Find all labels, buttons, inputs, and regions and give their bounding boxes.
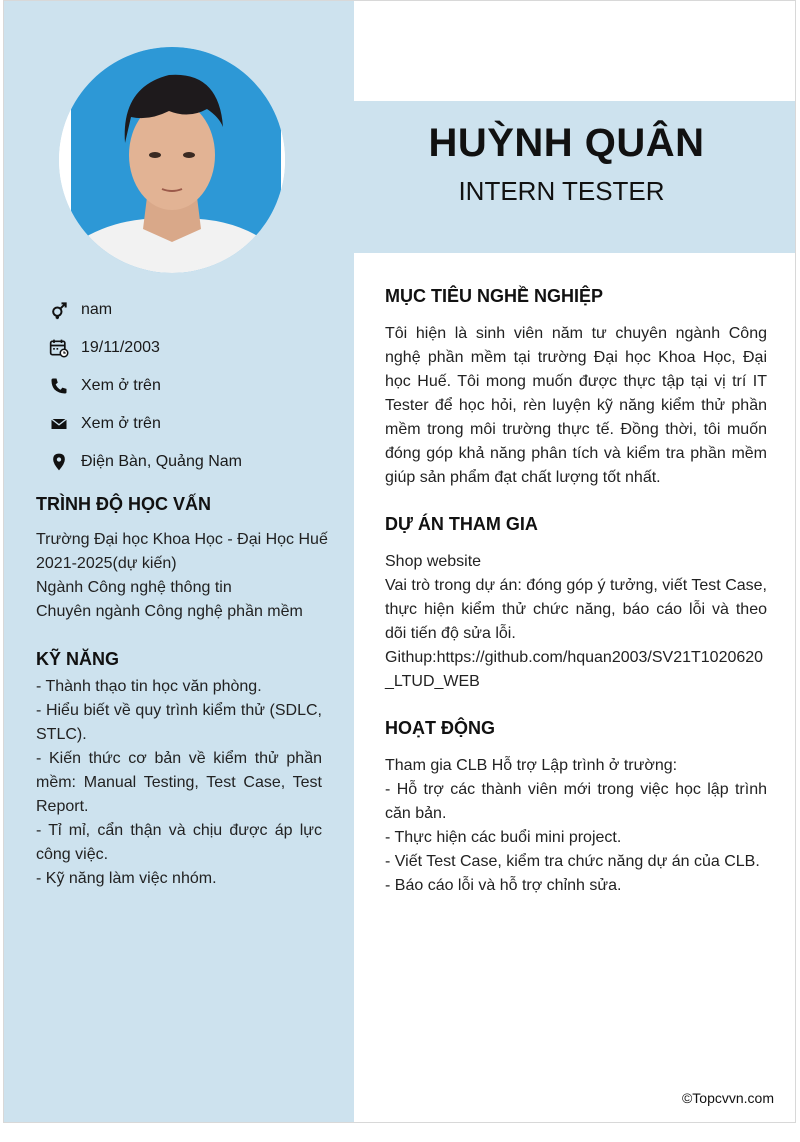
contact-email	[48, 405, 338, 443]
education-line: Ngành Công nghệ thông tin	[36, 579, 232, 596]
contact-phone	[48, 367, 338, 405]
projects-title: DỰ ÁN THAM GIA	[385, 514, 538, 534]
project-github-link[interactable]: Githup:https://github.com/hquan2003/SV21T1020620_LTUD_WEB	[385, 649, 764, 690]
email-value: Xem ở trên	[81, 415, 161, 432]
project-name: Shop website	[385, 553, 482, 570]
phone-icon	[48, 375, 70, 397]
contact-birthday	[48, 329, 338, 367]
address-value: Điện Bàn, Quảng Nam	[81, 453, 242, 470]
cv-page	[3, 0, 796, 1123]
footer-copyright[interactable]: ©Topcvvn.com	[681, 1090, 774, 1106]
education-line: Trường Đại học Khoa Học - Đại Học Huế	[36, 531, 328, 548]
avatar	[59, 47, 285, 273]
education-section	[36, 494, 328, 624]
activity-item: - Hỗ trợ các thành viên mới trong việc học lập trình căn bản.	[385, 781, 767, 822]
envelope-icon	[48, 413, 70, 435]
skills-title: KỸ NĂNG	[36, 649, 120, 669]
skill-item: - Kỹ năng làm việc nhóm.	[36, 870, 217, 887]
location-pin-icon	[48, 451, 70, 473]
objective-text: Tôi hiện là sinh viên năm tư chuyên ngành Công nghệ phần mềm tại trường Đại học Khoa Học, Đại học Huế. Tôi mong muốn được thực tập tại vị trí IT Tester để học hỏi, rèn luyện kỹ năng kiểm thử phần mềm trong môi trường thực tế. Đồng thời, tôi muốn đóng góp khả năng phân tích và kiểm tra phần mềm giúp sản phẩm đạt chất lượng tốt nhất.	[385, 325, 767, 486]
education-line: 2021-2025(dự kiến)	[36, 555, 177, 572]
skill-item: - Thành thạo tin học văn phòng.	[36, 678, 262, 695]
project-role: Vai trò trong dự án: đóng góp ý tưởng, viết Test Case, thực hiện kiểm thử chức năng, báo cáo lỗi và theo dõi tiến độ sửa lỗi.	[385, 577, 767, 642]
skills-section	[36, 649, 322, 891]
activity-item: - Báo cáo lỗi và hỗ trợ chỉnh sửa.	[385, 877, 622, 894]
contact-address	[48, 443, 338, 481]
gender-value: nam	[81, 301, 113, 318]
activity-item: - Viết Test Case, kiểm tra chức năng dự án của CLB.	[385, 853, 760, 870]
contact-list	[48, 291, 338, 481]
activities-intro: Tham gia CLB Hỗ trợ Lập trình ở trường:	[385, 757, 678, 774]
activities-section	[385, 718, 767, 898]
skill-item: - Tỉ mỉ, cẩn thận và chịu được áp lực công việc.	[36, 822, 322, 863]
gender-icon	[48, 299, 70, 321]
skill-item: - Hiểu biết về quy trình kiểm thử (SDLC, STLC).	[36, 702, 322, 743]
phone-value: Xem ở trên	[81, 377, 161, 394]
avatar-photo	[59, 47, 285, 273]
projects-section	[385, 514, 767, 694]
candidate-role: INTERN TESTER	[458, 176, 665, 206]
education-line: Chuyên ngành Công nghệ phần mềm	[36, 603, 303, 620]
objective-section	[385, 286, 767, 490]
calendar-icon	[48, 337, 70, 359]
birthday-value: 19/11/2003	[81, 339, 160, 356]
skill-item: - Kiến thức cơ bản về kiểm thử phần mềm: Manual Testing, Test Case, Test Report.	[36, 750, 322, 815]
objective-title: MỤC TIÊU NGHỀ NGHIỆP	[385, 286, 604, 306]
candidate-name: HUỲNH QUÂN	[428, 121, 705, 165]
activities-title: HOẠT ĐỘNG	[385, 718, 495, 738]
education-title: TRÌNH ĐỘ HỌC VẤN	[36, 494, 211, 514]
contact-gender	[48, 291, 338, 329]
activity-item: - Thực hiện các buổi mini project.	[385, 829, 622, 846]
